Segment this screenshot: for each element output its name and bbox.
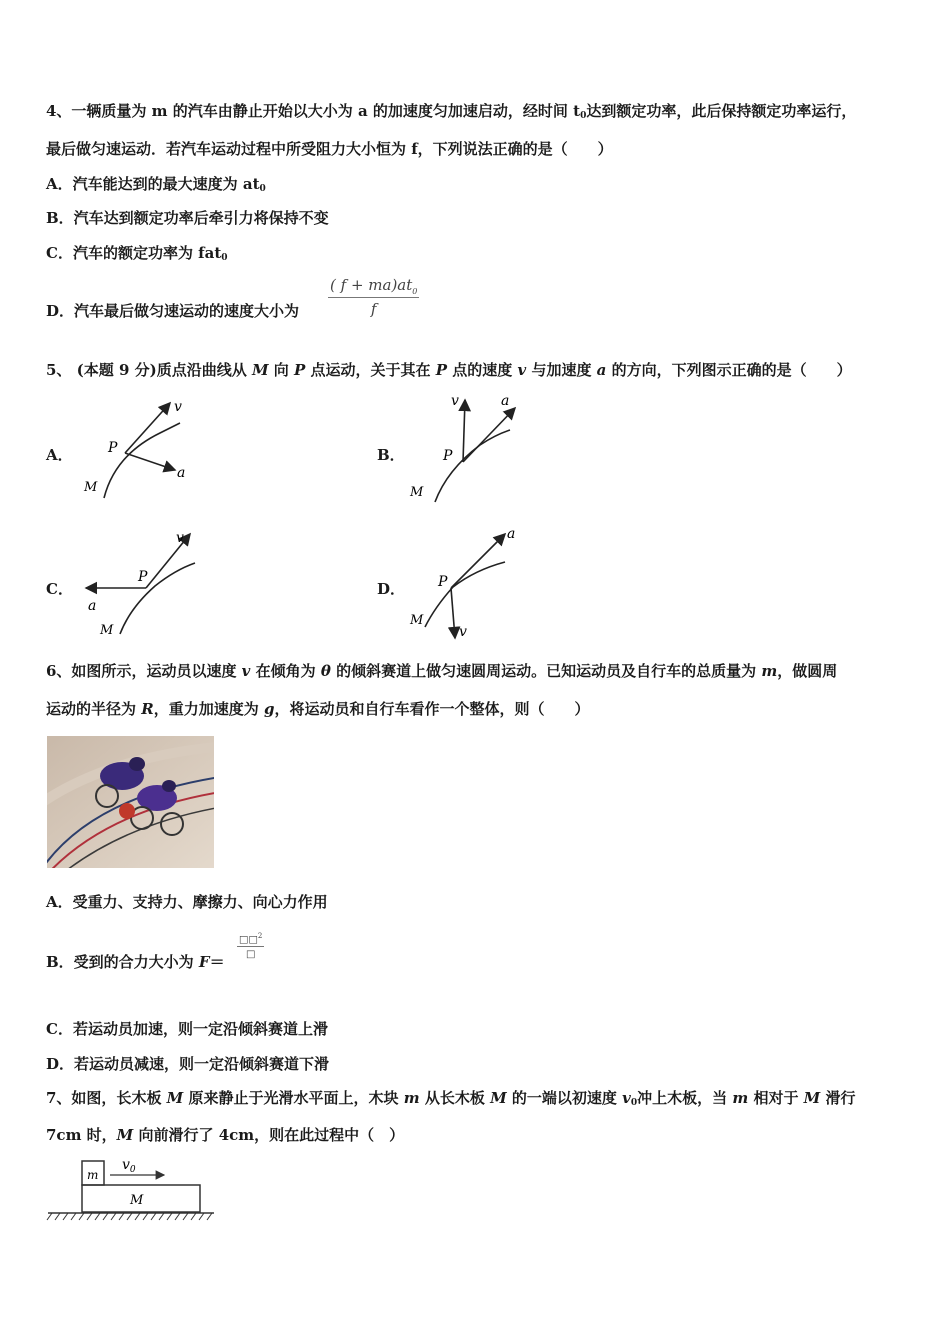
q5-figure-a[interactable] [80,395,200,505]
q5-option-b-label[interactable]: B． [377,446,405,464]
q6-option-c[interactable]: C．若运动员加速，则一定沿倾斜赛道上滑 [46,1020,328,1038]
cyclists-photo [47,736,214,868]
q5-option-d-label[interactable]: D． [377,580,406,598]
fig-a-m-label: M [84,480,98,495]
fig-c-m-label: M [100,623,114,638]
fig-a-a-label: a [177,465,186,481]
fig-a-v-label: v [174,399,182,415]
fig-c-v-label: v [176,530,184,546]
fig-b-a-label: a [501,393,510,409]
fig-c-a-label: a [88,598,97,614]
q7-stem-line2: 7cm 时，M 向前滑行了 4cm，则在此过程中（ ） [46,1126,405,1144]
q5-stem: 5、 (本题 9 分)质点沿曲线从 M 向 P 点运动，关于其在 P 点的速度 v 与加速度 a 的方向，下列图示正确的是（ ） [46,361,852,379]
fig-c-p-label: P [138,569,148,585]
fig-a-p-label: P [108,440,118,456]
fig-b-p-label: P [443,448,453,464]
q5-option-a-label[interactable]: A． [46,446,73,464]
q6-option-a[interactable]: A．受重力、支持力、摩擦力、向心力作用 [46,893,328,911]
fig-b-v-label: v [451,393,459,409]
q4-option-c[interactable]: C．汽车的额定功率为 fat$_0$ [46,244,228,263]
block-m-label: m [87,1168,99,1182]
board-M-label: M [130,1193,144,1208]
fig-b-m-label: M [410,485,424,500]
q6-stem-line2: 运动的半径为 R，重力加速度为 g，将运动员和自行车看作一个整体，则（ ） [46,700,590,718]
q4-option-b[interactable]: B．汽车达到额定功率后牵引力将保持不变 [46,209,329,227]
q5-figure-b[interactable] [405,390,535,510]
q7-stem-line1: 7、如图，长木板 M 原来静止于光滑水平面上，木块 m 从长木板 M 的一端以初速度 $v_0$冲上木板，当 m 相对于 M 滑行 [46,1089,856,1108]
q4-option-a[interactable]: A．汽车能达到的最大速度为 $at_0$ [46,175,266,194]
q4-option-d[interactable]: D．汽车最后做匀速运动的速度大小为 [46,302,300,320]
q5-figure-c[interactable] [80,528,210,640]
q5-figure-d[interactable] [405,522,535,642]
fig-d-p-label: P [438,574,448,590]
fig-d-m-label: M [410,613,424,628]
q7-board-figure [46,1155,218,1225]
q4-option-d-fraction: $\frac{( f + ma)at_0}{f}$ [330,276,418,318]
fig-d-a-label: a [507,526,516,542]
q6-option-b[interactable]: B．受到的合力大小为 F＝ [46,953,225,971]
q6-option-d[interactable]: D．若运动员减速，则一定沿倾斜赛道下滑 [46,1055,330,1073]
q6-stem-line1: 6、如图所示，运动员以速度 v 在倾角为 θ 的倾斜赛道上做匀速圆周运动。已知运动员及自行车的总质量为 m，做圆周 [46,662,838,680]
q4-stem-line1: 4、一辆质量为 m 的汽车由静止开始以大小为 a 的加速度匀加速启动，经时间 $t_0$达到额定功率，此后保持额定功率运行， [46,102,857,121]
v0-label: $v_0$ [122,1157,136,1175]
fig-d-v-label: v [459,624,467,640]
q6-option-b-fraction: □□$^2$ □ [239,932,263,961]
q5-option-c-label[interactable]: C． [46,580,73,598]
q4-stem-line2: 最后做匀速运动．若汽车运动过程中所受阻力大小恒为 f，下列说法正确的是（ ） [46,140,613,158]
